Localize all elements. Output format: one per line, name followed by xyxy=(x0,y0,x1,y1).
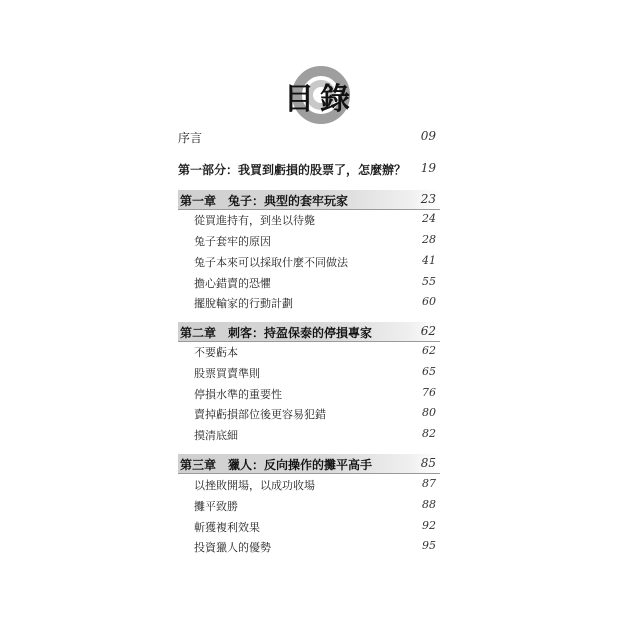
section-row xyxy=(178,294,438,312)
section-row xyxy=(178,538,438,556)
chapter-row xyxy=(178,190,438,209)
entry-page-number: 88 xyxy=(422,498,436,511)
entry-title: 賣掉虧損部位後更容易犯錯 xyxy=(194,408,326,421)
entry-title: 斬獲複利效果 xyxy=(194,521,260,534)
entry-title: 停損水準的重要性 xyxy=(194,388,282,401)
entry-page-number: 62 xyxy=(422,344,436,357)
entry-page-number: 85 xyxy=(420,456,436,470)
entry-title: 股票買賣準則 xyxy=(194,367,260,380)
entry-title: 兔子套牢的原因 xyxy=(194,235,271,248)
entry-page-number: 62 xyxy=(420,324,436,338)
section-row xyxy=(178,476,438,494)
section-row xyxy=(178,232,438,250)
section-row xyxy=(178,274,438,292)
entry-title: 第三章 獵人：反向操作的攤平高手 xyxy=(180,458,373,472)
entry-page-number: 82 xyxy=(422,427,436,440)
section-row xyxy=(178,405,438,423)
section-row xyxy=(178,518,438,536)
chapter-row xyxy=(178,454,438,473)
entry-title: 第一章 兔子：典型的套牢玩家 xyxy=(180,194,349,208)
section-row xyxy=(178,343,438,361)
section-row xyxy=(178,253,438,271)
entry-page-number: 80 xyxy=(422,406,436,419)
entry-page-number: 55 xyxy=(422,275,436,288)
entry-page-number: 76 xyxy=(422,386,436,399)
section-row xyxy=(178,497,438,515)
title-block xyxy=(0,66,640,126)
entry-page-number: 24 xyxy=(422,212,436,225)
entry-page-number: 95 xyxy=(422,539,436,552)
entry-title: 摸清底細 xyxy=(194,429,238,442)
entry-page-number: 41 xyxy=(422,254,436,267)
entry-title: 以挫敗開場，以成功收場 xyxy=(194,479,315,492)
entry-title: 攤平致勝 xyxy=(194,500,238,513)
entry-page-number: 92 xyxy=(422,519,436,532)
intro-row xyxy=(178,128,438,146)
entry-title: 擔心錯賣的恐懼 xyxy=(194,277,271,290)
chapter-row xyxy=(178,322,438,341)
entry-title: 兔子本來可以採取什麼不同做法 xyxy=(194,256,348,269)
entry-page-number: 23 xyxy=(420,192,436,206)
entry-page-number: 65 xyxy=(422,365,436,378)
section-row xyxy=(178,385,438,403)
page-title: 目錄 xyxy=(284,82,356,117)
part-row xyxy=(178,160,438,178)
entry-title: 第二章 刺客：持盈保泰的停損專家 xyxy=(180,326,373,340)
entry-page-number: 09 xyxy=(420,129,436,143)
entry-title: 投資獵人的優勢 xyxy=(194,541,271,554)
entry-title: 擺脫輸家的行動計劃 xyxy=(194,297,293,310)
entry-page-number: 87 xyxy=(422,477,436,490)
entry-page-number: 28 xyxy=(422,233,436,246)
entry-page-number: 19 xyxy=(420,161,436,175)
section-row xyxy=(178,211,438,229)
entry-page-number: 60 xyxy=(422,295,436,308)
entry-title: 從買進持有，到坐以待斃 xyxy=(194,214,315,227)
entry-title: 不要虧本 xyxy=(194,346,238,359)
entry-title: 第一部分：我買到虧損的股票了，怎麼辦？ xyxy=(178,163,407,177)
entry-title: 序言 xyxy=(178,131,203,145)
section-row xyxy=(178,364,438,382)
section-row xyxy=(178,426,438,444)
